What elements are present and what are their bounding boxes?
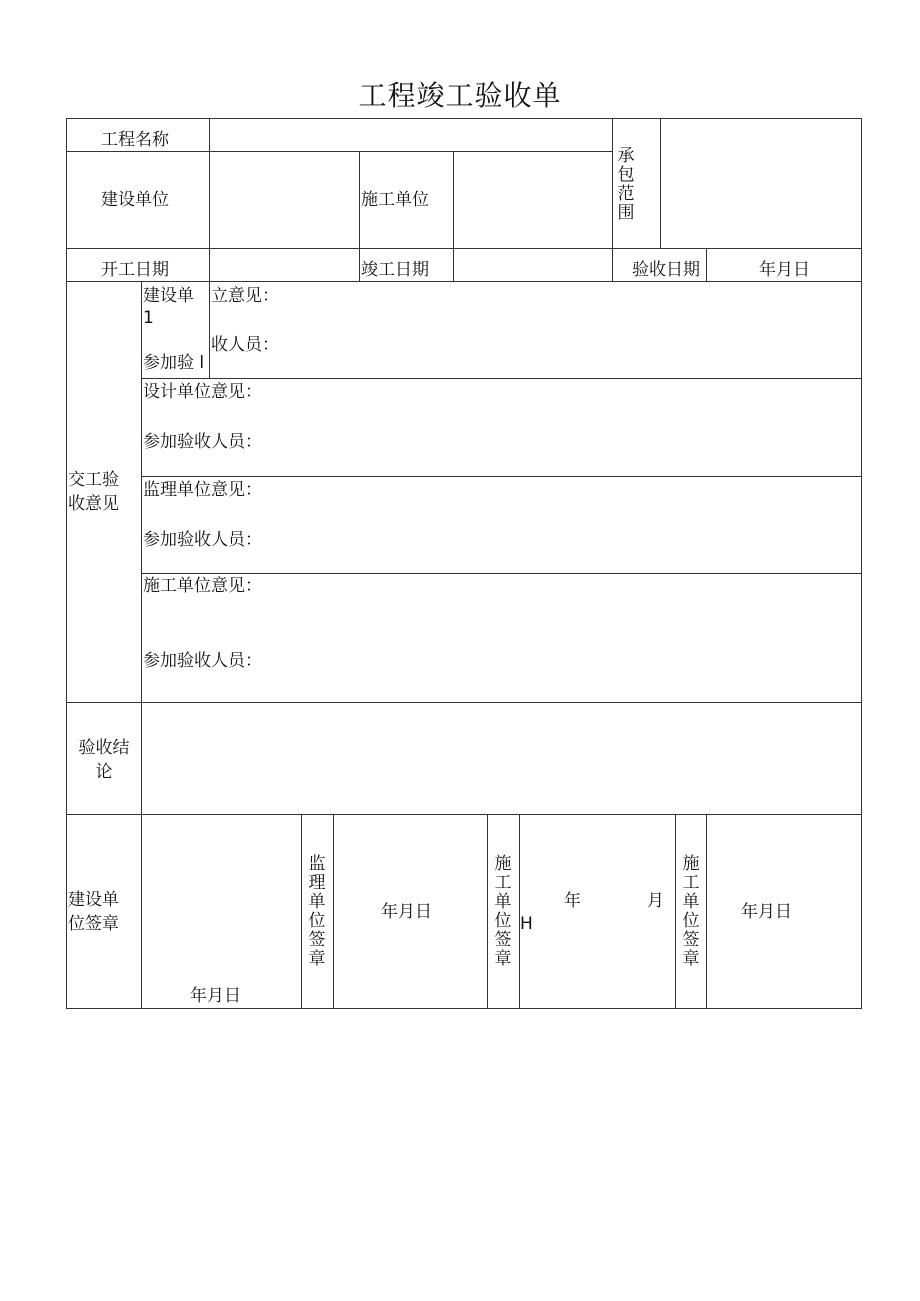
client-signature-date: 年月日 [190,986,241,1006]
row-line-4 [141,378,862,379]
row-line-8 [66,814,862,815]
opinions-section-label: 交工验收意见 [68,470,119,514]
acceptance-date-value: 年月日 [759,260,810,280]
client-opinion-label-mid: 1 [143,308,154,328]
conclusion-field[interactable] [143,704,860,813]
row-line-3 [66,281,862,282]
col-line-sig-6 [706,814,707,1009]
contractor-signature-label: 施工单位签章 [682,854,700,969]
col-line-client-opinion [209,281,210,378]
conclusion-label: 验收结论 [78,738,130,782]
construction-signature-day: H [520,914,533,934]
construction-signature-label: 施工单位签章 [494,854,512,969]
design-staff-label: 参加验收人员： [143,432,262,452]
table-border-top [66,118,862,119]
contract-scope-field[interactable] [662,120,860,247]
supervision-staff-label: 参加验收人员： [143,530,262,550]
row-line-7 [66,702,862,703]
completion-date-field[interactable] [455,250,611,280]
col-line-scope-right [660,118,661,248]
row-line-5 [141,476,862,477]
project-name-label: 工程名称 [101,130,169,150]
table-border-left [66,118,67,1009]
client-unit-field[interactable] [211,153,358,247]
col-line-sig-5 [675,814,676,1009]
construction-signature-month: 月 [647,891,664,911]
start-date-field[interactable] [211,250,358,280]
col-line-scope-left [612,118,613,248]
row-line-6 [141,573,862,574]
acceptance-date-label: 验收日期 [632,260,700,280]
table-border-bottom [66,1008,862,1009]
col-line-sig-1 [301,814,302,1009]
contractor-signature-date: 年月日 [741,902,792,922]
start-date-label: 开工日期 [101,260,169,280]
supervision-signature-label: 监理单位签章 [308,854,326,969]
completion-date-label: 竣工日期 [361,260,429,280]
design-opinion-label: 设计单位意见： [143,382,262,402]
construction-staff-label: 参加验收人员： [143,651,262,671]
col-line-date-1 [612,248,613,281]
col-line-sig-2 [333,814,334,1009]
client-unit-label: 建设单位 [101,190,169,210]
construction-opinion-label: 施工单位意见： [143,576,262,596]
col-line-sig-3 [487,814,488,1009]
client-opinion-label-tail: 立意见： [211,286,279,306]
supervision-signature-date: 年月日 [381,902,432,922]
contractor-unit-label: 施工单位 [361,190,429,210]
col-line-sig-4 [519,814,520,1009]
col-line-date-2 [706,248,707,281]
form-title: 工程竣工验收单 [358,79,562,112]
col-line-label [209,118,210,281]
col-line-mid-2 [453,151,454,281]
project-name-field[interactable] [211,120,611,150]
col-line-section [141,281,142,1009]
row-line-2 [66,248,862,249]
table-border-right [861,118,862,1009]
client-signature-label: 建设单位签章 [68,890,119,934]
construction-signature-year: 年 [564,891,581,911]
row-line-1 [66,151,613,152]
contract-scope-label: 承包范围 [617,146,635,223]
client-opinion-label-top: 建设单 [143,286,194,306]
client-staff-label-left: 参加验 l [143,353,205,373]
col-line-mid-1 [359,151,360,281]
contractor-unit-field[interactable] [455,153,611,247]
supervision-opinion-label: 监理单位意见： [143,480,262,500]
client-staff-label-tail: 收人员： [211,335,279,355]
